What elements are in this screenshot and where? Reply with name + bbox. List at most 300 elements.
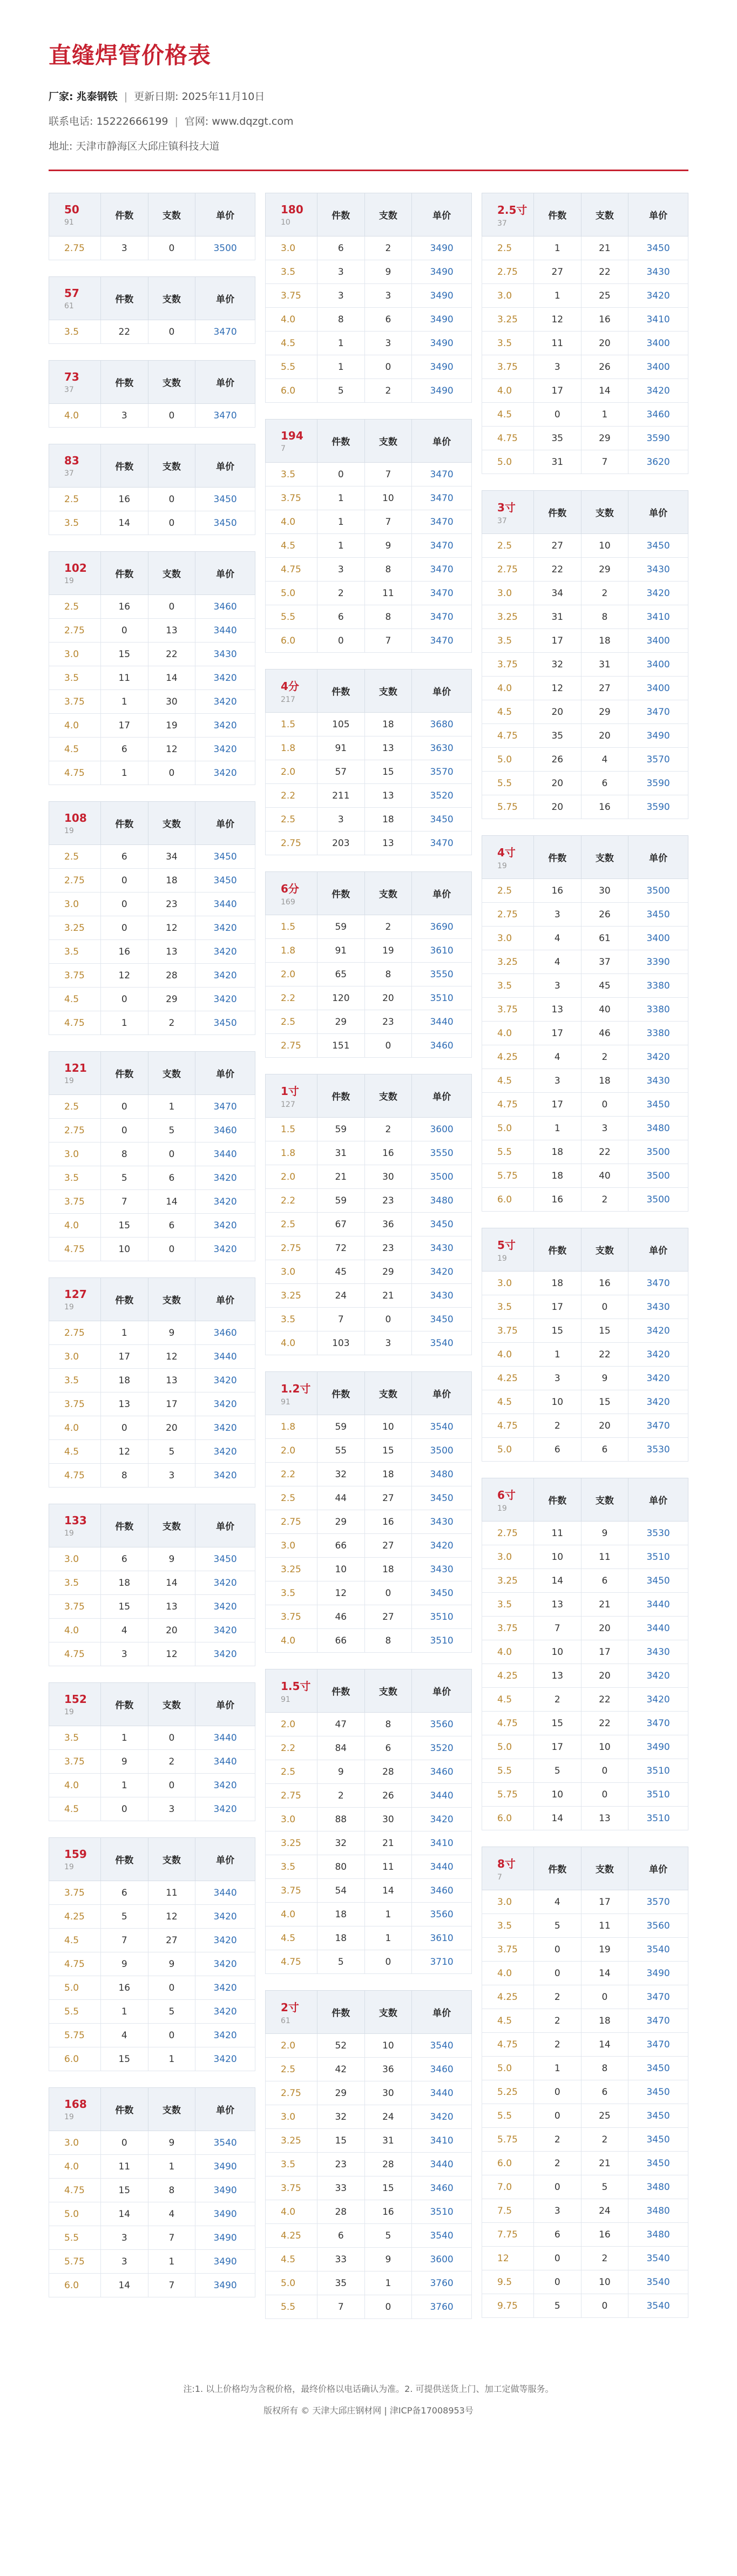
wall-thickness-cell: 3.75 [49,1881,101,1905]
table-row [49,1547,255,1571]
wall-thickness-cell: 2.5 [266,1760,317,1784]
wall-thickness-cell: 6.0 [482,1188,534,1212]
price-cell: 3440 [412,2153,472,2176]
pieces-cell: 45 [317,1260,365,1284]
bundles-cell: 16 [581,1272,628,1295]
wall-thickness-cell: 4.25 [482,1985,534,2009]
price-cell: 3410 [412,1831,472,1855]
bundles-header: 支数 [148,552,195,595]
pieces-cell: 3 [534,903,582,927]
bundles-cell: 13 [364,736,412,760]
price-cell: 3450 [412,1308,472,1331]
pieces-cell: 42 [317,2058,365,2081]
table-row [266,486,472,510]
price-cell: 3490 [195,2202,255,2226]
wall-thickness-cell: 2.75 [482,903,534,927]
table-row [49,1619,255,1642]
spec-header [482,491,534,534]
bundles-cell: 5 [148,1440,195,1464]
table-header-row [266,1669,472,1713]
pieces-cell: 3 [101,404,148,428]
wall-thickness-cell: 5.75 [49,2024,101,2047]
pieces-cell: 105 [317,713,365,736]
table-row [266,260,472,284]
table-row [49,738,255,761]
spec-count: 37 [497,517,507,525]
wall-thickness-cell: 3.75 [49,964,101,988]
price-cell: 3420 [195,1214,255,1238]
bundles-cell: 1 [148,2047,195,2071]
wall-thickness-cell: 5.0 [482,450,534,474]
pieces-cell: 44 [317,1486,365,1510]
bundles-cell: 3 [364,284,412,308]
wall-thickness-cell: 5.5 [482,1140,534,1164]
price-table [49,276,255,344]
pieces-cell: 18 [317,1903,365,1926]
pieces-cell: 3 [534,1367,582,1390]
table-row [482,1319,688,1343]
price-cell: 3470 [195,1095,255,1119]
wall-thickness-cell: 2.5 [49,845,101,869]
wall-thickness-cell: 2.5 [49,488,101,511]
bundles-cell: 14 [364,1879,412,1903]
price-cell: 3420 [195,2047,255,2071]
pieces-cell: 23 [317,2153,365,2176]
table-row [49,1166,255,1190]
bundles-cell: 20 [581,332,628,355]
pieces-cell: 0 [534,1962,582,1985]
bundles-cell: 13 [364,784,412,808]
table-row [266,784,472,808]
table-header-row [482,193,688,236]
table-row [49,1238,255,1261]
spec-header [49,802,101,845]
price-header: 单价 [412,1991,472,2034]
price-cell: 3470 [628,1712,688,1735]
bundles-cell: 5 [148,1119,195,1142]
table-row [49,1214,255,1238]
price-cell: 3500 [412,1439,472,1463]
pieces-cell: 4 [534,950,582,974]
pieces-cell: 11 [101,2155,148,2179]
spec-header [482,836,534,879]
pieces-cell: 31 [534,450,582,474]
bundles-cell: 8 [364,558,412,582]
bundles-cell: 20 [148,1416,195,1440]
wall-thickness-cell: 2.0 [266,1165,317,1189]
price-cell: 3470 [628,2033,688,2057]
spec-size: 4分 [281,680,299,693]
wall-thickness-cell: 3.5 [49,320,101,344]
wall-thickness-cell: 3.5 [266,260,317,284]
table-row [266,1308,472,1331]
price-cell: 3400 [628,629,688,653]
bundles-cell: 27 [364,1605,412,1629]
bundles-cell: 3 [148,1464,195,1488]
price-cell: 3430 [628,1069,688,1093]
bundles-cell: 22 [581,260,628,284]
pieces-cell: 67 [317,1213,365,1236]
bundles-cell: 14 [581,379,628,403]
price-cell: 3470 [412,629,472,653]
bundles-cell: 22 [148,643,195,666]
pieces-header: 件数 [101,1052,148,1095]
price-header: 单价 [195,277,255,320]
wall-thickness-cell: 3.25 [266,2129,317,2153]
price-cell: 3560 [412,1713,472,1736]
price-cell: 3540 [412,2224,472,2248]
pieces-cell: 1 [101,761,148,785]
bundles-cell: 13 [364,831,412,855]
pieces-cell: 4 [101,2024,148,2047]
bundles-cell: 2 [581,1188,628,1212]
bundles-cell: 34 [148,845,195,869]
table-row [49,2202,255,2226]
bundles-cell: 18 [148,869,195,893]
table-row [482,1783,688,1807]
wall-thickness-cell: 2.5 [49,595,101,619]
wall-thickness-cell: 5.5 [266,605,317,629]
price-cell: 3560 [628,1914,688,1938]
table-header-row [49,277,255,320]
pieces-cell: 211 [317,784,365,808]
bundles-header: 支数 [364,670,412,713]
bundles-cell: 3 [148,1797,195,1821]
bundles-cell: 0 [148,320,195,344]
bundles-cell: 0 [364,355,412,379]
pieces-cell: 1 [534,1343,582,1367]
pieces-cell: 29 [317,2081,365,2105]
wall-thickness-cell: 4.0 [266,308,317,332]
bundles-cell: 14 [581,1962,628,1985]
bundles-cell: 21 [581,236,628,260]
bundles-header: 支数 [581,1478,628,1522]
pieces-cell: 3 [317,260,365,284]
table-row [49,1571,255,1595]
bundles-cell: 13 [581,1807,628,1830]
bundles-cell: 21 [581,1593,628,1617]
wall-thickness-cell: 1.5 [266,1118,317,1141]
table-row [266,1605,472,1629]
price-cell: 3420 [195,714,255,738]
price-cell: 3400 [628,332,688,355]
wall-thickness-cell: 2.5 [49,1095,101,1119]
bundles-header: 支数 [148,1683,195,1726]
pieces-cell: 4 [534,1045,582,1069]
wall-thickness-cell: 3.5 [49,1369,101,1392]
wall-thickness-cell: 4.0 [482,1343,534,1367]
pieces-cell: 84 [317,1736,365,1760]
bundles-cell: 2 [148,1750,195,1774]
bundles-header: 支数 [581,836,628,879]
price-cell: 3420 [195,1797,255,1821]
wall-thickness-cell: 6.0 [49,2274,101,2297]
price-cell: 3450 [628,2080,688,2104]
bundles-cell: 13 [148,1369,195,1392]
pieces-cell: 10 [534,1640,582,1664]
table-row [49,988,255,1011]
pieces-header: 件数 [101,193,148,236]
table-row [482,950,688,974]
price-cell: 3420 [412,2105,472,2129]
wall-thickness-cell: 5.75 [482,2128,534,2152]
pieces-header: 件数 [101,1504,148,1547]
table-header-row [49,552,255,595]
table-row [49,1119,255,1142]
spec-size: 73 [64,370,79,383]
spec-size: 6寸 [497,1489,516,1502]
table-row [266,332,472,355]
price-header: 单价 [412,1669,472,1713]
wall-thickness-cell: 4.5 [482,1390,534,1414]
bundles-cell: 0 [364,1950,412,1974]
wall-thickness-cell: 5.0 [482,2057,534,2080]
bundles-cell: 23 [364,1236,412,1260]
table-row [266,760,472,784]
price-header: 单价 [412,872,472,915]
wall-thickness-cell: 3.5 [266,2153,317,2176]
pieces-cell: 2 [534,2152,582,2175]
price-cell: 3450 [628,2128,688,2152]
price-cell: 3410 [628,308,688,332]
bundles-cell: 20 [581,1617,628,1640]
pieces-cell: 66 [317,1629,365,1653]
bundles-cell: 31 [581,653,628,677]
bundles-cell: 1 [148,2155,195,2179]
table-header-row [266,420,472,463]
table-header-row [49,802,255,845]
spec-size: 159 [64,1847,87,1861]
separator: | [174,116,178,127]
wall-thickness-cell: 5.5 [49,2000,101,2024]
pieces-cell: 15 [317,2129,365,2153]
price-cell: 3500 [628,879,688,903]
table-row [49,1190,255,1214]
wall-thickness-cell: 3.25 [482,605,534,629]
pieces-header: 件数 [101,1838,148,1881]
bundles-header: 支数 [364,420,412,463]
wall-thickness-cell: 3.0 [49,1547,101,1571]
bundles-cell: 20 [581,1664,628,1688]
bundles-cell: 12 [148,1642,195,1666]
bundles-cell: 27 [581,677,628,700]
bundles-cell: 1 [148,1095,195,1119]
pieces-cell: 2 [534,1985,582,2009]
bundles-cell: 8 [364,1629,412,1653]
wall-thickness-cell: 3.5 [266,1308,317,1331]
spec-header [49,1278,101,1321]
bundles-header: 支数 [581,491,628,534]
bundles-cell: 29 [148,988,195,1011]
table-row [266,915,472,939]
wall-thickness-cell: 4.75 [482,427,534,450]
bundles-cell: 16 [364,1141,412,1165]
price-cell: 3480 [412,1189,472,1213]
spec-count: 19 [64,576,74,585]
spec-count: 19 [64,826,74,835]
table-row [49,2047,255,2071]
pieces-cell: 17 [534,379,582,403]
bundles-cell: 3 [364,332,412,355]
spec-count: 217 [281,695,295,704]
table-row [266,1855,472,1879]
price-table [265,1990,472,2319]
wall-thickness-cell: 5.25 [482,2080,534,2104]
price-cell: 3520 [412,1736,472,1760]
table-row [266,1034,472,1058]
spec-size: 1.5寸 [281,1680,311,1693]
bundles-cell: 13 [148,1595,195,1619]
bundles-cell: 0 [148,236,195,260]
wall-thickness-cell: 4.5 [266,332,317,355]
table-row [266,510,472,534]
wall-thickness-cell: 1.5 [266,915,317,939]
table-row [482,1712,688,1735]
pieces-header: 件数 [534,193,582,236]
spec-header [266,1372,317,1415]
table-row [482,748,688,772]
wall-thickness-cell: 6.0 [266,629,317,653]
pieces-cell: 10 [534,1545,582,1569]
bundles-cell: 9 [581,1522,628,1545]
table-row [49,1392,255,1416]
table-row [49,1929,255,1952]
price-cell: 3490 [195,2155,255,2179]
bundles-header: 支数 [148,1278,195,1321]
wall-thickness-cell: 2.75 [266,1784,317,1808]
pieces-cell: 0 [101,1119,148,1142]
pieces-header: 件数 [317,1074,365,1118]
table-row [266,2058,472,2081]
table-row [482,2247,688,2270]
pieces-cell: 6 [101,1881,148,1905]
pieces-cell: 103 [317,1331,365,1355]
pieces-cell: 6 [317,605,365,629]
pieces-cell: 0 [101,619,148,643]
pieces-cell: 80 [317,1855,365,1879]
price-cell: 3460 [195,1321,255,1345]
price-cell: 3500 [628,1188,688,1212]
bundles-cell: 2 [364,236,412,260]
spec-size: 121 [64,1061,87,1074]
pieces-cell: 6 [534,2223,582,2247]
wall-thickness-cell: 2.75 [266,831,317,855]
table-row [266,629,472,653]
price-cell: 3420 [195,1392,255,1416]
pieces-cell: 15 [534,1319,582,1343]
price-cell: 3480 [628,2199,688,2223]
bundles-cell: 10 [364,486,412,510]
price-table [49,2087,255,2297]
pieces-cell: 5 [534,1914,582,1938]
wall-thickness-cell: 4.5 [49,988,101,1011]
table-row [266,284,472,308]
wall-thickness-cell: 3.75 [482,653,534,677]
bundles-cell: 11 [581,1545,628,1569]
bundles-cell: 6 [581,1438,628,1462]
website-link[interactable]: 官网: www.dqzgt.com [184,116,294,127]
pieces-cell: 1 [317,534,365,558]
price-cell: 3500 [195,236,255,260]
price-header: 单价 [628,1847,688,1890]
price-header: 单价 [412,1372,472,1415]
pieces-cell: 1 [534,1117,582,1140]
bundles-cell: 0 [581,1093,628,1117]
table-row [266,1118,472,1141]
bundles-cell: 29 [581,427,628,450]
pieces-cell: 0 [101,1797,148,1821]
price-cell: 3590 [628,795,688,819]
wall-thickness-cell: 4.75 [482,1093,534,1117]
price-cell: 3470 [412,605,472,629]
table-row [49,2131,255,2155]
pieces-cell: 6 [101,845,148,869]
bundles-cell: 28 [364,2153,412,2176]
price-cell: 3420 [195,1571,255,1595]
bundles-cell: 30 [364,1165,412,1189]
table-row [49,511,255,535]
price-cell: 3460 [412,1760,472,1784]
pieces-cell: 27 [534,534,582,558]
table-header-row [266,670,472,713]
wall-thickness-cell: 4.5 [49,738,101,761]
bundles-cell: 24 [581,2199,628,2223]
pieces-header: 件数 [317,1372,365,1415]
spec-header [266,1669,317,1713]
pieces-cell: 1 [101,1726,148,1750]
wall-thickness-cell: 4.75 [482,1414,534,1438]
bundles-cell: 6 [148,1166,195,1190]
wall-thickness-cell: 3.25 [482,308,534,332]
bundles-cell: 8 [364,1713,412,1736]
bundles-header: 支数 [581,1228,628,1272]
wall-thickness-cell: 2.5 [482,879,534,903]
pieces-header: 件数 [534,1847,582,1890]
pieces-cell: 10 [317,1558,365,1581]
table-row [482,308,688,332]
bundles-cell: 16 [364,2200,412,2224]
wall-thickness-cell: 3.75 [482,1319,534,1343]
spec-count: 19 [64,2112,74,2121]
wall-thickness-cell: 2.5 [266,2058,317,2081]
price-cell: 3540 [412,1415,472,1439]
pieces-cell: 72 [317,1236,365,1260]
table-row [49,1142,255,1166]
price-cell: 3420 [195,916,255,940]
spec-size: 152 [64,1692,87,1706]
bundles-cell: 0 [148,1976,195,2000]
table-header-row [49,444,255,488]
bundles-cell: 18 [364,713,412,736]
pieces-cell: 7 [534,1617,582,1640]
price-cell: 3460 [412,1034,472,1058]
price-table [482,835,688,1212]
price-cell: 3550 [412,1141,472,1165]
bundles-cell: 0 [581,1295,628,1319]
price-table [482,1847,688,2318]
bundles-cell: 10 [364,2034,412,2058]
price-cell: 3680 [412,713,472,736]
price-cell: 3450 [412,1486,472,1510]
bundles-cell: 0 [148,1774,195,1797]
table-row [482,1593,688,1617]
pieces-cell: 3 [534,1069,582,1093]
table-row [266,1760,472,1784]
table-header-row [49,1052,255,1095]
table-row [49,1095,255,1119]
phone-number[interactable]: 联系电话: 15222666199 [49,116,168,127]
pieces-cell: 15 [534,1712,582,1735]
